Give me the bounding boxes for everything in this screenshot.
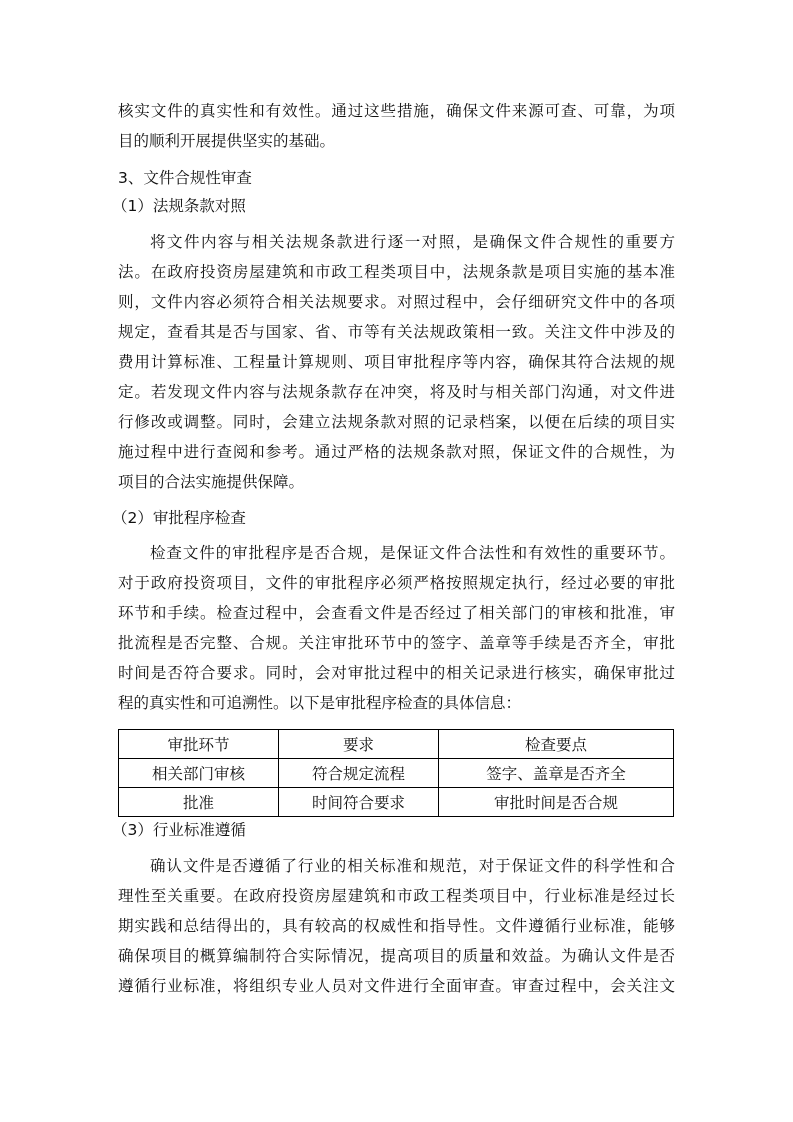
text-line: 行修改或调整。同时，会建立法规条款对照的记录档案，以便在后续的项目实 [118, 413, 675, 431]
text-line: 将文件内容与相关法规条款进行逐一对照，是确保文件合规性的重要方 [150, 233, 675, 251]
text-line: 法。在政府投资房屋建筑和市政工程类项目中，法规条款是项目实施的基本准 [118, 263, 675, 281]
text-line: 批流程是否完整、合规。关注审批环节中的签字、盖章等手续是否齐全，审批 [118, 634, 675, 652]
approval-check-table [118, 729, 674, 817]
section-heading: 3、文件合规性审查 [118, 169, 252, 187]
text-line: 检查文件的审批程序是否合规，是保证文件合法性和有效性的重要环节。 [150, 544, 675, 562]
table-header-row [119, 730, 674, 759]
table-cell: 签字、盖章是否齐全 [439, 759, 674, 788]
subsection-heading-2: （2）审批程序检查 [112, 509, 246, 527]
table-cell: 审批时间是否合规 [439, 788, 674, 817]
text-line: 期实践和总结得出的，具有较高的权威性和指导性。文件遵循行业标准，能够 [118, 917, 675, 935]
text-line: 核实文件的真实性和有效性。通过这些措施，确保文件来源可查、可靠，为项 [118, 102, 675, 120]
text-line: 理性至关重要。在政府投资房屋建筑和市政工程类项目中，行业标准是经过长 [118, 887, 675, 905]
text-line: 对于政府投资项目，文件的审批程序必须严格按照规定执行，经过必要的审批 [118, 574, 675, 592]
text-line: 定。若发现文件内容与法规条款存在冲突，将及时与相关部门沟通，对文件进 [118, 383, 675, 401]
table-header-cell: 检查要点 [439, 730, 674, 759]
text-line: 确认文件是否遵循了行业的相关标准和规范，对于保证文件的科学性和合 [150, 857, 675, 875]
table-row [119, 759, 674, 788]
text-line: 程的真实性和可追溯性。以下是审批程序检查的具体信息： [118, 694, 522, 712]
table-header-cell: 审批环节 [119, 730, 279, 759]
table-cell: 时间符合要求 [279, 788, 439, 817]
table-row [119, 788, 674, 817]
text-line: 目的顺利开展提供坚实的基础。 [118, 132, 336, 150]
subsection-heading-1: （1）法规条款对照 [112, 197, 246, 215]
text-line: 项目的合法实施提供保障。 [118, 473, 305, 491]
text-line: 规定，查看其是否与国家、省、市等有关法规政策相一致。关注文件中涉及的 [118, 323, 675, 341]
text-line: 确保项目的概算编制符合实际情况，提高项目的质量和效益。为确认文件是否 [118, 947, 675, 965]
text-line: 环节和手续。检查过程中，会查看文件是否经过了相关部门的审核和批准，审 [118, 604, 675, 622]
text-line: 时间是否符合要求。同时，会对审批过程中的相关记录进行核实，确保审批过 [118, 664, 675, 682]
text-line: 则，文件内容必须符合相关法规要求。对照过程中，会仔细研究文件中的各项 [118, 293, 675, 311]
text-line: 费用计算标准、工程量计算规则、项目审批程序等内容，确保其符合法规的规 [118, 353, 675, 371]
table-cell: 相关部门审核 [119, 759, 279, 788]
table-cell: 批准 [119, 788, 279, 817]
subsection-heading-3: （3）行业标准遵循 [112, 821, 246, 839]
text-line: 施过程中进行查阅和参考。通过严格的法规条款对照，保证文件的合规性，为 [118, 443, 675, 461]
table-header-cell: 要求 [279, 730, 439, 759]
text-line: 遵循行业标准，将组织专业人员对文件进行全面审查。审查过程中，会关注文 [118, 977, 675, 995]
table-cell: 符合规定流程 [279, 759, 439, 788]
